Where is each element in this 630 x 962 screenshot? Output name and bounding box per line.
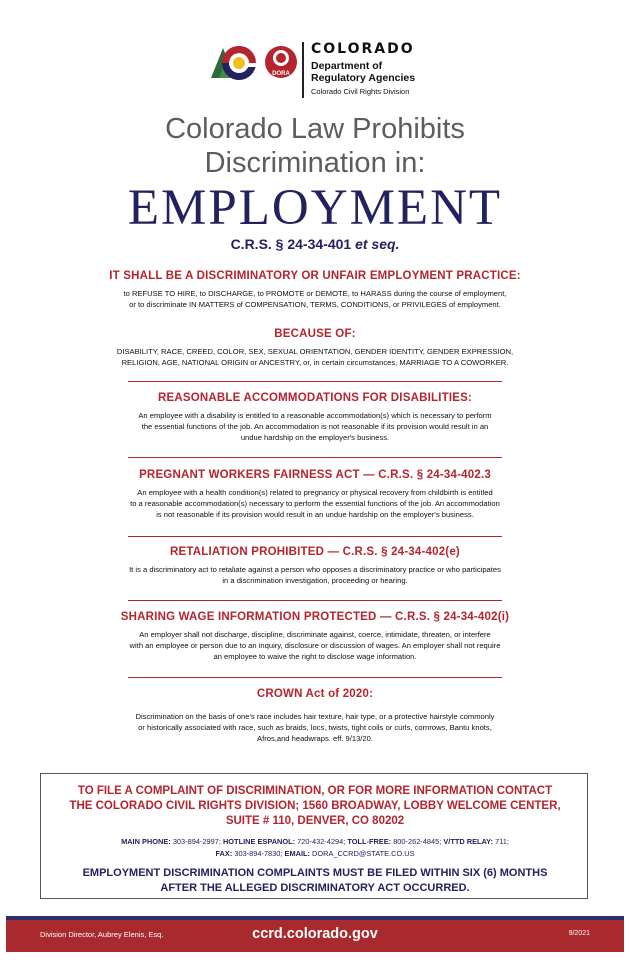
- colorado-c-icon: [222, 46, 258, 80]
- title-line-1: Colorado Law Prohibits: [165, 113, 465, 145]
- main-phone[interactable]: 303-894-2997;: [172, 837, 221, 846]
- section-line: Afros,and headwraps. eff. 9/13/20.: [257, 734, 373, 743]
- tollfree-label: TOLL-FREE:: [347, 837, 392, 846]
- hotline-label: HOTLINE ESPANOL:: [222, 837, 296, 846]
- revision-date: 9/2021: [568, 930, 590, 937]
- section-line: It is a discriminatory act to retaliate against a person who opposes a discriminatory practice or who participates: [129, 565, 501, 574]
- fax-number: 303-894-7830;: [234, 849, 283, 858]
- section-line: in a discrimination investigation, proceeding or hearing.: [222, 576, 408, 585]
- logo-divider: [302, 42, 304, 98]
- section-body-wage-info: [60, 629, 570, 662]
- section-body-because-of: [60, 346, 570, 368]
- fax-label: FAX:: [215, 849, 233, 858]
- section-divider: [128, 677, 502, 678]
- section-line: to a reasonable accommodation(s) necessary to perform the essential functions of the job. An accommodation: [130, 499, 500, 508]
- filing-deadline: [41, 866, 589, 896]
- filing-deadline-line: EMPLOYMENT DISCRIMINATION COMPLAINTS MUST BE FILED WITHIN SIX (6) MONTHS: [82, 867, 548, 879]
- statute-citation: [0, 236, 630, 252]
- main-title: EMPLOYMENT: [127, 180, 503, 236]
- section-heading-wage-info: SHARING WAGE INFORMATION PROTECTED — C.R.S. § 24-34-402(i): [120, 611, 510, 623]
- section-line: is not reasonable if its provision would result in an undue hardship on the employer's business.: [156, 510, 474, 519]
- section-line: the essential functions of the job. An accommodation is not reasonable if its provision would result in an: [141, 422, 489, 431]
- section-line: DISABILITY, RACE, CREED, COLOR, SEX, SEXUAL ORIENTATION, GENDER IDENTITY, GENDER EXPRESSION,: [116, 347, 514, 356]
- tty-label: V/TTD RELAY:: [443, 837, 494, 846]
- section-divider: [128, 457, 502, 458]
- section-line: an employee to waive the right to disclose wage information.: [213, 652, 417, 661]
- section-heading-retaliation: RETALIATION PROHIBITED — C.R.S. § 24-34-402(e): [170, 546, 460, 558]
- email-label: EMAIL:: [284, 849, 310, 858]
- contact-heading-line: TO FILE A COMPLAINT OF DISCRIMINATION, OR FOR MORE INFORMATION CONTACT: [77, 785, 553, 797]
- contact-heading: [41, 784, 589, 829]
- main-phone-label: MAIN PHONE:: [121, 837, 171, 846]
- contact-phones: [61, 836, 569, 860]
- department-line-1: Department of: [311, 60, 383, 72]
- statute-suffix: et seq.: [355, 236, 400, 252]
- section-heading-pregnant-workers: PREGNANT WORKERS FAIRNESS ACT — C.R.S. § 24-34-402.3: [139, 469, 491, 481]
- email-link[interactable]: DORA_CCRD@STATE.CO.US: [312, 849, 415, 858]
- tty-number[interactable]: 711;: [495, 837, 509, 846]
- section-heading-because-of: BECAUSE OF:: [274, 328, 356, 340]
- department-name: [311, 60, 441, 84]
- section-heading-crown-act: CROWN Act of 2020:: [256, 688, 374, 700]
- colorado-dora-logo: [209, 42, 299, 82]
- contact-phones-line-2: [61, 848, 569, 860]
- section-line: An employer shall not discharge, discipline, discriminate against, coerce, intimidate, threaten, or interfere: [139, 630, 491, 639]
- section-line: Discrimination on the basis of one's race includes hair texture, hair type, or a protective hairstyle commonly: [135, 712, 495, 721]
- contact-heading-line: SUITE # 110, DENVER, CO 80202: [225, 815, 405, 827]
- department-line-2: Regulatory Agencies: [311, 72, 416, 84]
- statute-number: C.R.S. § 24-34-401: [230, 236, 352, 252]
- section-line: with an employee or person due to an inquiry, disclosure or discussion of wages. An employer shall not require: [129, 641, 501, 650]
- section-line: undue hardship on the employer's business.: [240, 433, 390, 442]
- section-body-crown-act: [60, 711, 570, 744]
- section-line: or historically associated with race, such as braids, locs, twists, tight coils or curls, cornrows, Bantu knots,: [138, 723, 492, 732]
- section-body-accommodations: [60, 410, 570, 443]
- division-director: Division Director, Aubrey Elenis, Esq.: [40, 930, 164, 939]
- section-divider: [128, 381, 502, 382]
- filing-deadline-line: AFTER THE ALLEGED DISCRIMINATORY ACT OCCURRED.: [160, 882, 470, 894]
- section-body-pregnant-workers: [60, 487, 570, 520]
- section-heading-practice: IT SHALL BE A DISCRIMINATORY OR UNFAIR EMPLOYMENT PRACTICE:: [109, 270, 521, 282]
- tollfree-phone[interactable]: 800-262-4845;: [393, 837, 442, 846]
- website-link[interactable]: ccrd.colorado.gov: [252, 926, 378, 942]
- org-name: COLORADO: [311, 41, 415, 57]
- section-line: An employee with a disability is entitled to a reasonable accommodation(s) which is necessary to perform: [138, 411, 492, 420]
- logo-badge-text: DORA: [272, 71, 290, 77]
- division-name: Colorado Civil Rights Division: [311, 87, 410, 96]
- footer-bar: [6, 920, 624, 952]
- section-heading-accommodations: REASONABLE ACCOMMODATIONS FOR DISABILITIES:: [158, 392, 472, 404]
- section-body-retaliation: [60, 564, 570, 586]
- dora-badge-icon: [265, 46, 297, 78]
- contact-box: [40, 773, 588, 899]
- section-line: or to discriminate IN MATTERS of COMPENSATION, TERMS, CONDITIONS, or PRIVILEGES of employment.: [129, 300, 501, 309]
- section-line: RELIGION, AGE, NATIONAL ORIGIN or ANCESTRY, or, in certain circumstances, MARRIAGE TO A COWORKER.: [121, 358, 509, 367]
- contact-phones-line-1: [61, 836, 569, 848]
- section-body-practice: [60, 288, 570, 310]
- contact-heading-line: THE COLORADO CIVIL RIGHTS DIVISION; 1560 BROADWAY, LOBBY WELCOME CENTER,: [69, 800, 561, 812]
- section-divider: [128, 600, 502, 601]
- section-divider: [128, 536, 502, 537]
- section-line: An employee with a health condition(s) related to pregnancy or physical recovery from childbirth is entitled: [137, 488, 493, 497]
- hotline-phone[interactable]: 720-432-4294;: [297, 837, 346, 846]
- section-line: to REFUSE TO HIRE, to DISCHARGE, to PROMOTE or DEMOTE, to HARASS during the course of employment,: [123, 289, 507, 298]
- title-line-2: Discrimination in:: [204, 147, 426, 179]
